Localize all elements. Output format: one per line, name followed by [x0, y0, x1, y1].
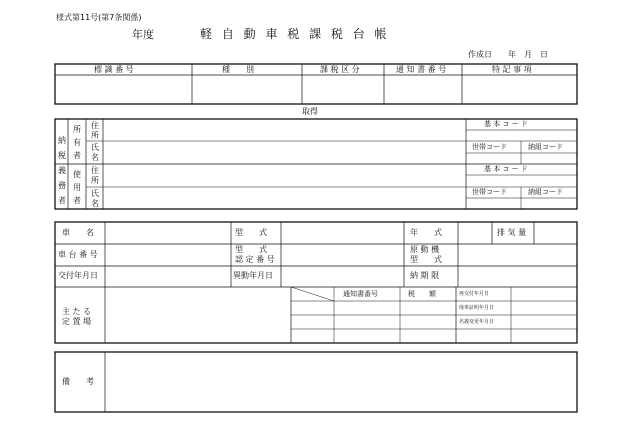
- header-special-notes: 特 記 事 項: [492, 65, 532, 74]
- header-tax-category: 課 税 区 分: [320, 65, 360, 74]
- form-number: 様式第11号(第7条関係): [56, 13, 142, 22]
- user-name-label: 氏名: [91, 189, 99, 208]
- engine-label: 原 動 機: [410, 245, 440, 254]
- main-location-label-1: 主 た る: [62, 307, 92, 316]
- owner-name-label: 氏名: [91, 143, 99, 162]
- vehicle-model-label: 型 式: [235, 228, 267, 237]
- engine-model-label: 型 式: [410, 255, 442, 264]
- owner-household-code-label: 世帯コード: [472, 143, 507, 151]
- vehicle-name-label: 車 名: [62, 228, 94, 237]
- reissue-date-label: 再交付年月日: [459, 291, 490, 297]
- taxpayer-group-label: 納税義務者: [58, 136, 66, 205]
- owner-label: 所有者: [73, 125, 81, 160]
- owner-basic-code-label: 基 本 コ ー ド: [484, 120, 528, 128]
- issue-date-label: 交付年月日: [58, 271, 98, 280]
- user-label: 使用者: [73, 170, 81, 205]
- owner-tax-group-code-label: 納組コード: [528, 143, 563, 151]
- fiscal-year-label: 年度: [132, 28, 154, 41]
- header-plate-number: 標 識 番 号: [94, 65, 134, 74]
- page-title: 軽 自 動 車 税 課 税 台 帳: [200, 27, 390, 41]
- cert-number-label: 認 定 番 号: [235, 255, 275, 264]
- chassis-number-label: 車 台 番 号: [58, 250, 98, 259]
- payment-deadline-label: 納 期 限: [410, 271, 440, 280]
- header-notice-number: 通 知 書 番 号: [396, 65, 447, 74]
- user-household-code-label: 世帯コード: [472, 188, 507, 196]
- user-basic-code-label: 基 本 コ ー ド: [484, 165, 528, 173]
- creation-date-label: 作成日 年 月 日: [468, 50, 548, 59]
- notice-number-label: 通知書番号: [343, 290, 378, 298]
- change-date-label: 異動年月日: [233, 271, 273, 280]
- header-type: 種 別: [222, 65, 254, 74]
- tax-amount-label: 税 額: [408, 290, 436, 298]
- user-address-label: 住所: [91, 166, 99, 185]
- main-location-label-2: 定 置 場: [62, 317, 92, 326]
- user-tax-group-code-label: 納組コード: [528, 188, 563, 196]
- vehicle-year-label: 年 式: [410, 228, 442, 237]
- return-date-label: 廃車証明年月日: [459, 305, 495, 311]
- model-label-2: 型 式: [235, 245, 267, 254]
- owner-address-label: 住所: [91, 121, 99, 140]
- remarks-label: 備 考: [62, 377, 94, 386]
- acquisition-label: 取得: [302, 107, 318, 116]
- rename-date-label: 名義変更年月日: [459, 319, 495, 325]
- displacement-label: 排 気 量: [497, 228, 527, 237]
